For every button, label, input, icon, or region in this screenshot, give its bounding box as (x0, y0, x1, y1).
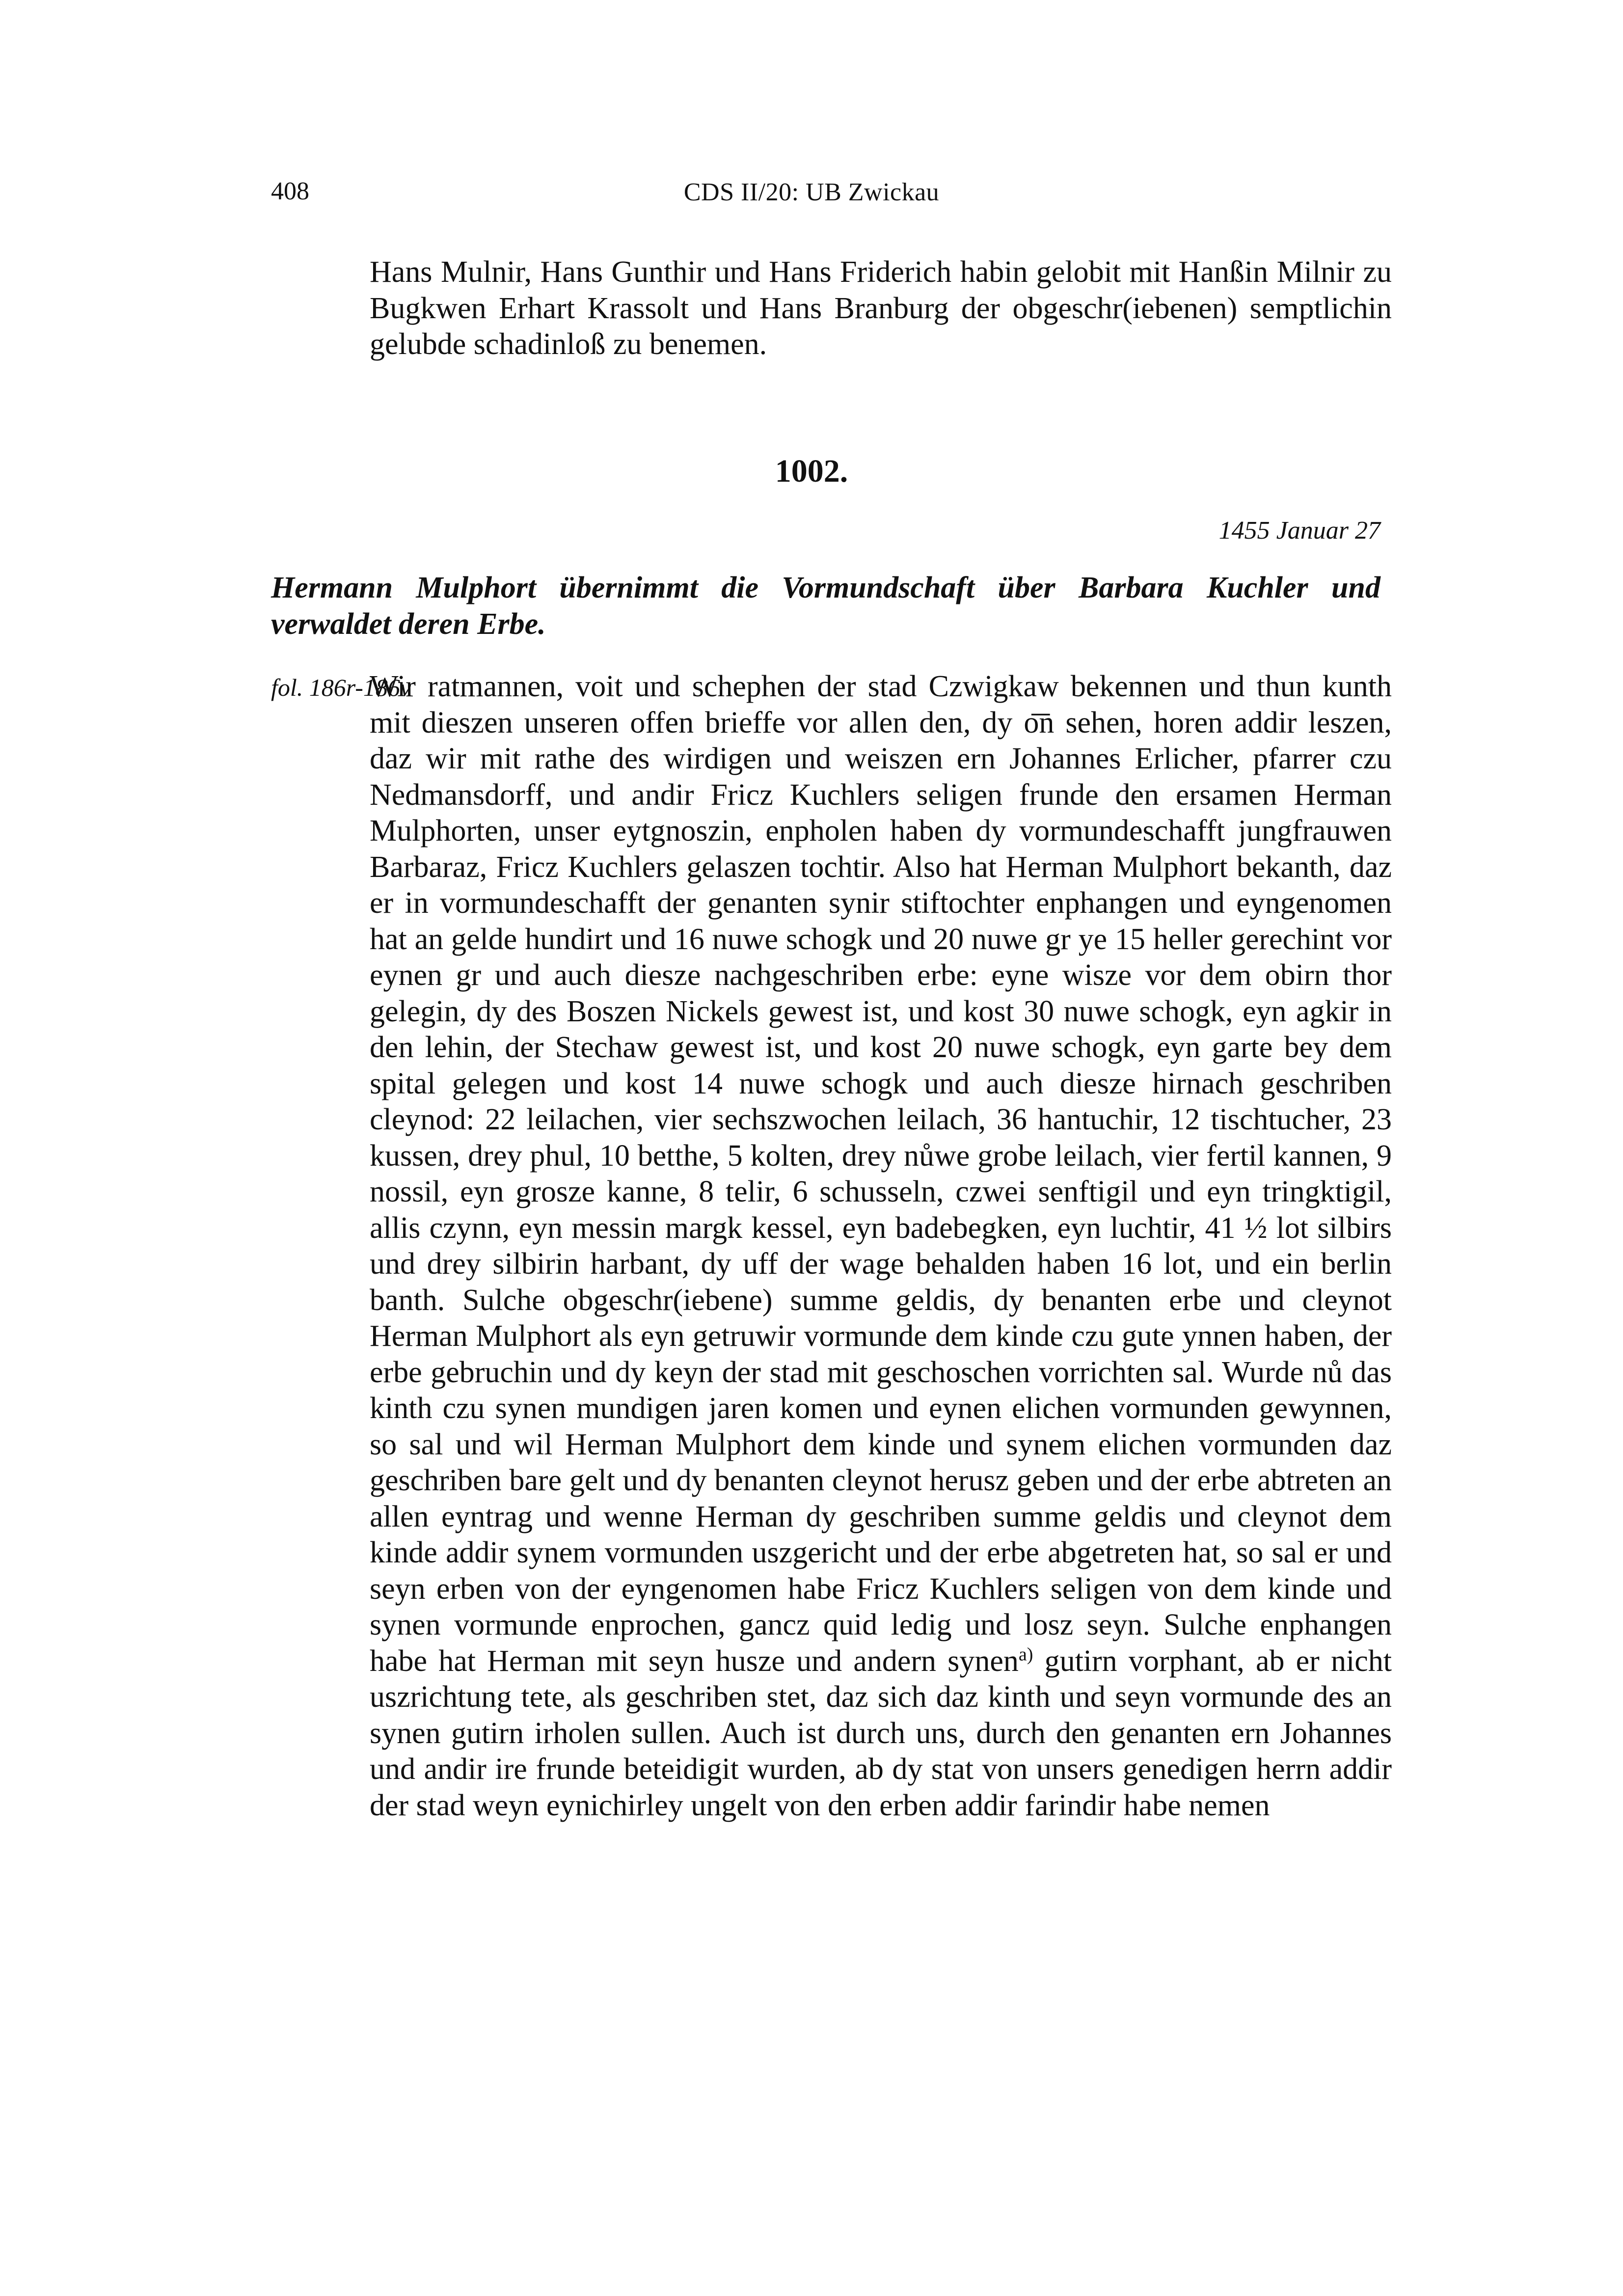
footnote-marker[interactable]: a) (1018, 1643, 1033, 1665)
intro-paragraph: Hans Mulnir, Hans Gunthir und Hans Friderich habin gelobit mit Hanßin Milnir zu Bugkwen Erhart Krassolt und Hans Branburg der obgeschr(iebenen) semptlichin gelubde schadinloß zu benemen. (370, 255, 1392, 361)
document-number: 1002. (775, 453, 848, 489)
document-text (370, 669, 1392, 1824)
document-regest: Hermann Mulphort übernimmt die Vormundschaft über Barbara Kuchler und verwaldet deren Erbe. (271, 571, 1380, 641)
document-text-part2: gutirn vorphant, ab er nicht uszrichtung tete, als geschriben stet, daz sich daz kinth und seyn vormunde des an synen gutirn irholen sullen. Auch ist durch uns, durch den genanten ern Johannes und andir ire frunde beteidigit wurden, ab dy stat von unsers genedigen herrn addir der stad weyn eynichirley ungelt von den erben addir farindir habe nemen (370, 1644, 1392, 1822)
page-number: 408 (271, 177, 309, 205)
document-text-part1: Wir ratmannen, voit und schephen der stad Czwigkaw bekennen und thun kunth mit dieszen unseren offen brieffe vor allen den, dy o͞n sehen, horen addir leszen, daz wir mit rathe des wirdigen und weiszen ern Johannes Erlicher, pfarrer czu Nedmansdorff, und andir Fricz Kuchlers seligen frunde den ersamen Herman Mulphorten, unser eytgnoszin, enpholen haben dy vormundeschafft jungfrauwen Barbaraz, Fricz Kuchlers gelaszen tochtir. Also hat Herman Mulphort bekanth, daz er in vormundeschafft der genanten synir stiftochter enphangen und eyngenomen hat an gelde hundirt und 16 nuwe schogk und 20 nuwe gr ye 15 heller gerechint vor eynen gr und auch diesze nachgeschriben erbe: eyne wisze vor dem obirn thor gelegin, dy des Boszen Nickels gewest ist, und kost 30 nuwe schogk, eyn agkir in den lehin, der Stechaw gewest ist, und kost 20 nuwe schogk, eyn garte bey dem spital gelegen und kost 14 nuwe schogk und auch diesze hirnach geschriben cleynod: 22 leilachen, vier sechszwochen leilach, 36 hantuchir, 12 tischtucher, 23 kussen, drey phul, 10 betthe, 5 kolten, drey nůwe grobe leilach, vier fertil kannen, 9 nossil, eyn grosze kanne, 8 telir, 6 schusseln, czwei senftigil und eyn tringktigil, allis czynn, eyn messin margk kessel, eyn badebegken, eyn luchtir, 41 ½ lot silbirs und drey silbirin harbant, dy uff der wage behalden haben 16 lot, und ein berlin banth. Sulche obgeschr(iebene) summe geldis, dy benanten erbe und cleynot Herman Mulphort als eyn getruwir vormunde dem kinde czu gute ynnen haben, der erbe gebruchin und dy keyn der stad mit geschoschen vorrichten sal. Wurde nů das kinth czu synen mundigen jaren komen und eynen elichen vormunden gewynnen, so sal und wil Herman Mulphort dem kinde und synem elichen vormunden daz geschriben bare gelt und dy benanten cleynot herusz geben und der erbe abtreten an allen eyntrag und wenne Herman dy geschriben summe geldis und cleynot dem kinde addir synem vormunden uszgericht und der erbe abgetreten hat, so sal er und seyn erben von der eyngenomen habe Fricz Kuchlers seligen von dem kinde und synen vormunde enprochen, gancz quid ledig und losz seyn. Sulche enphangen habe hat Herman mit seyn husze und andern synen (370, 670, 1392, 1678)
document-date: 1455 Januar 27 (1218, 517, 1380, 545)
running-title: CDS II/20: UB Zwickau (683, 178, 940, 206)
folio-reference: fol. 186r-186v (271, 674, 411, 701)
